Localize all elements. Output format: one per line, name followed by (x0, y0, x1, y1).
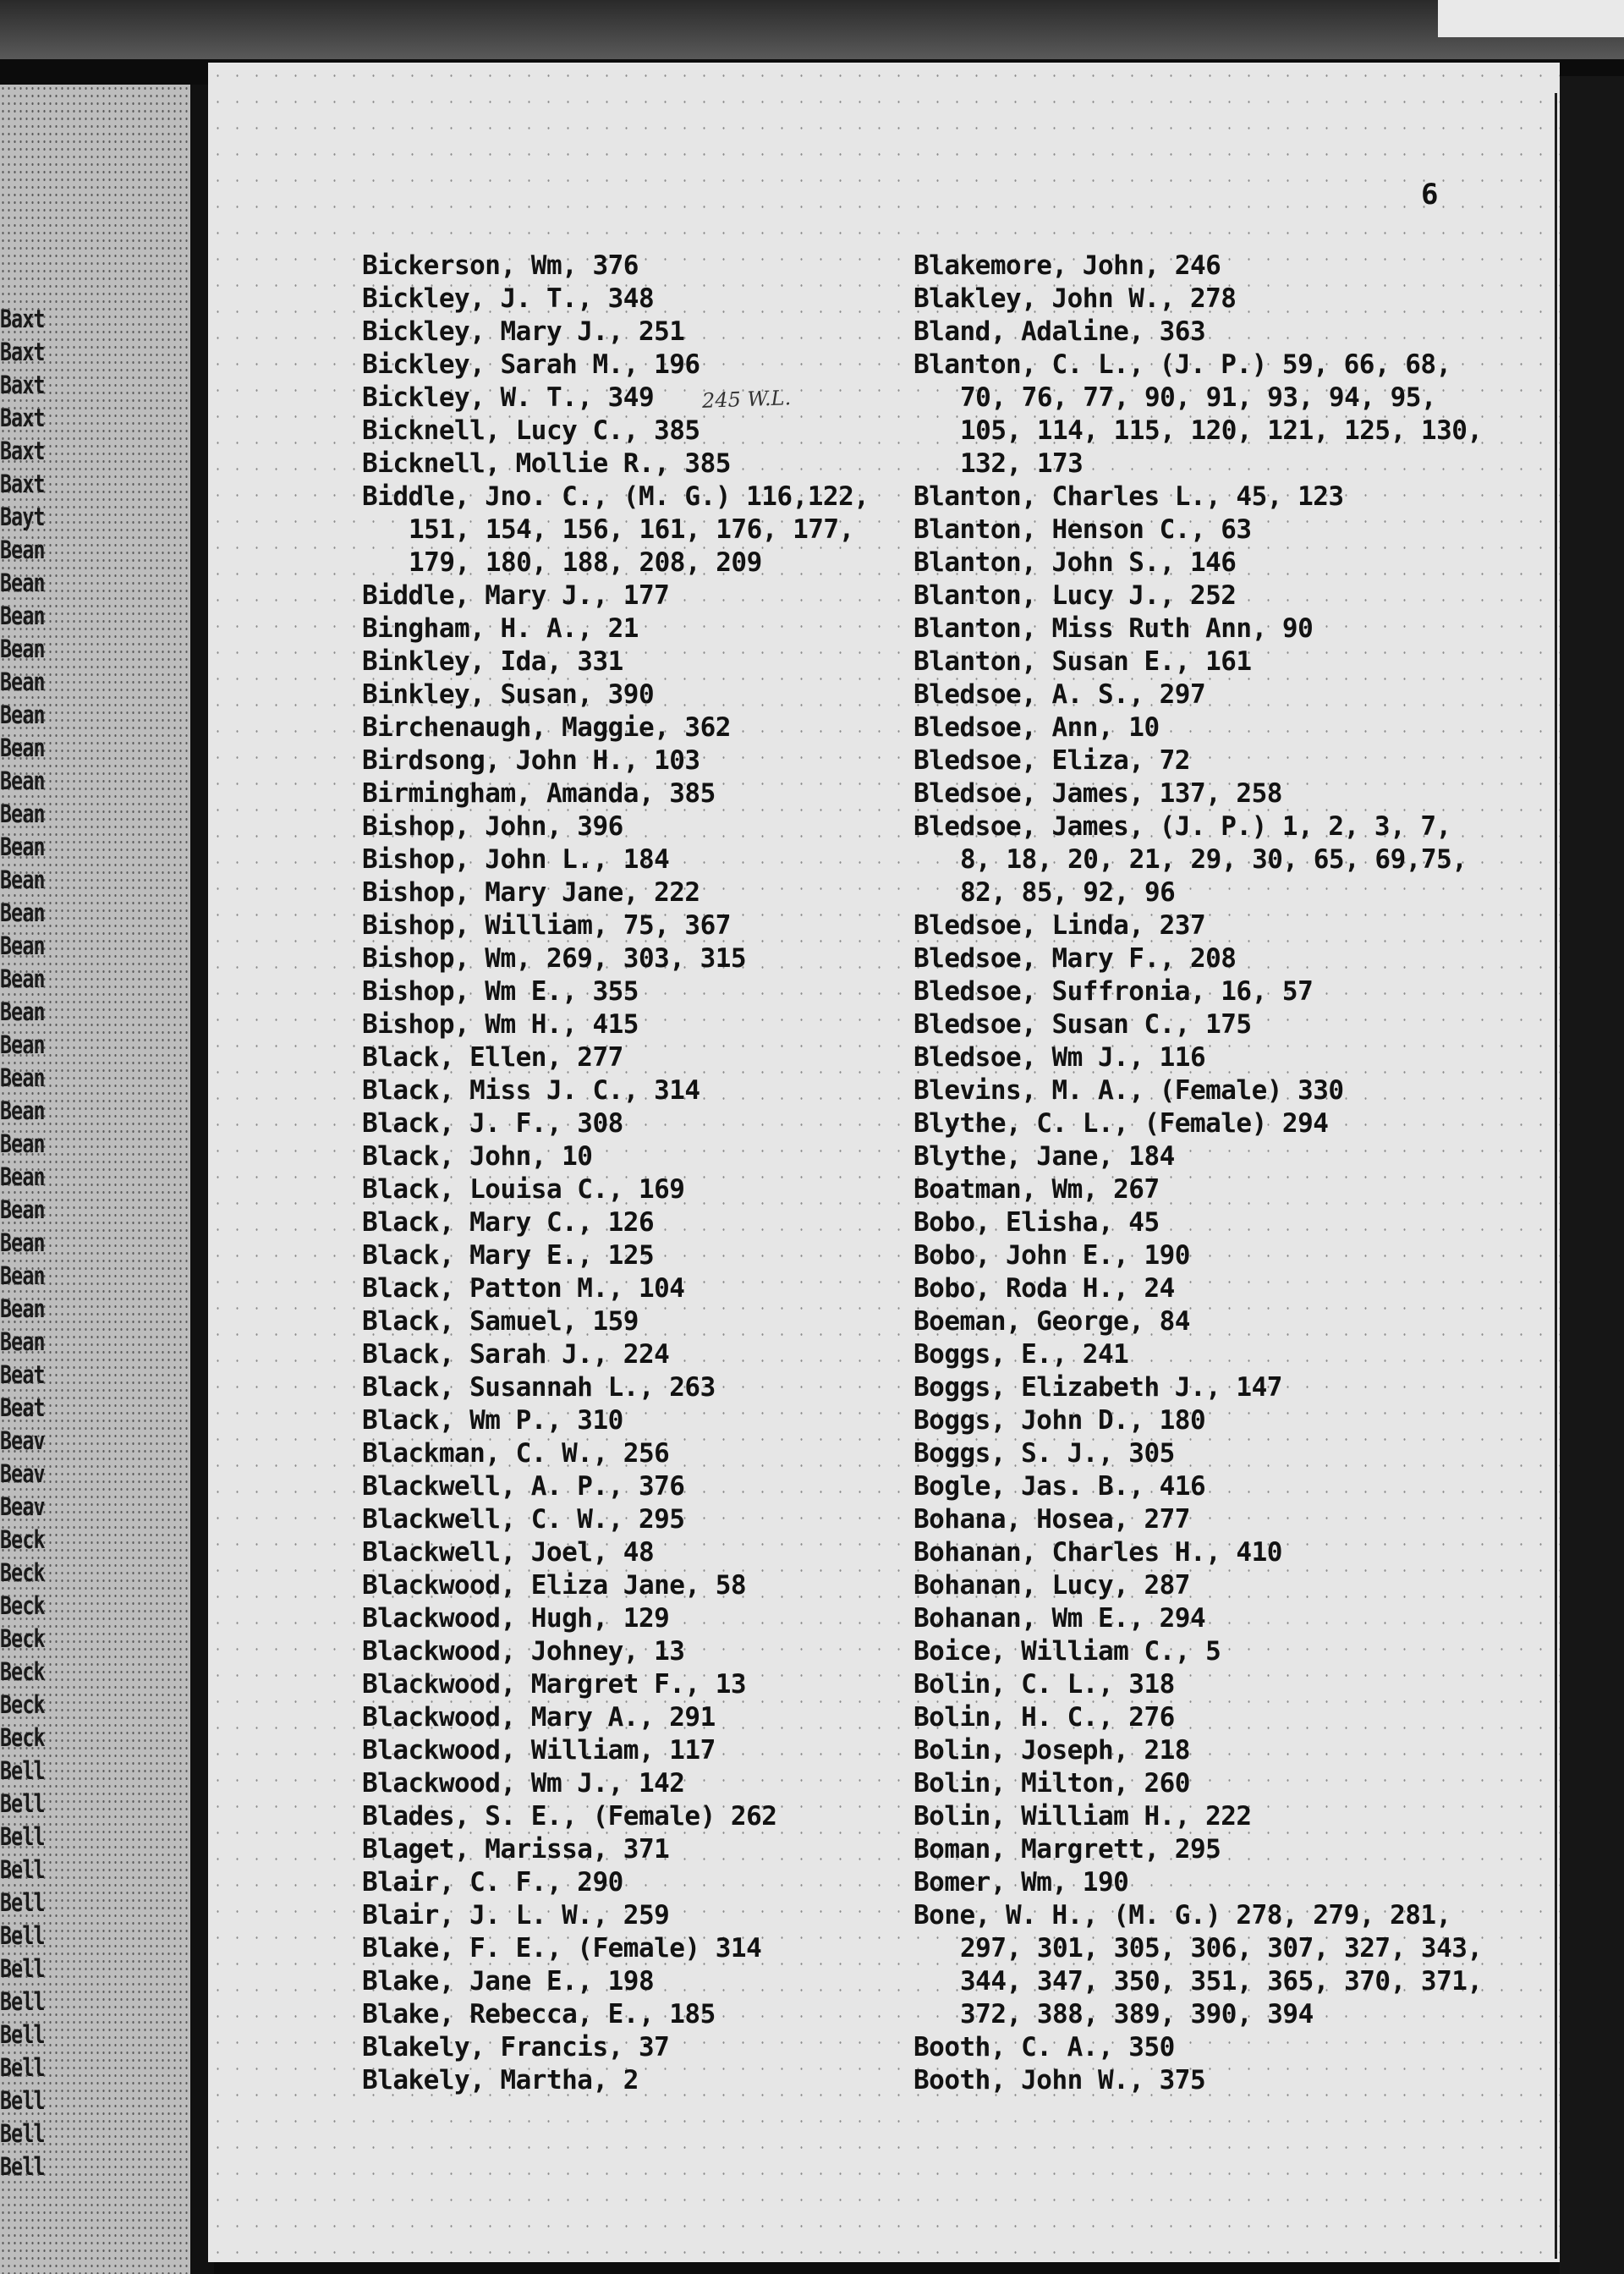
left-page-fragment: Bean (0, 1195, 45, 1224)
index-entry: Blair, C. F., 290 (362, 1867, 623, 1898)
left-page-fragment: Baxt (0, 305, 45, 333)
index-entry: Bledsoe, Eliza, 72 (914, 745, 1190, 776)
index-entry: Blake, F. E., (Female) 314 (362, 1933, 762, 1964)
index-entry: Bolin, C. L., 318 (914, 1669, 1175, 1700)
index-entry: Bolin, H. C., 276 (914, 1702, 1175, 1733)
index-entry: Boggs, E., 241 (914, 1339, 1129, 1370)
index-entry: Blythe, C. L., (Female) 294 (914, 1108, 1329, 1139)
left-page-fragment: Bell (0, 1954, 45, 1983)
left-page-fragment: Bell (0, 2053, 45, 2082)
left-page-fragment: Baxt (0, 371, 45, 399)
index-entry: Black, J. F., 308 (362, 1108, 623, 1139)
index-entry: Booth, John W., 375 (914, 2065, 1206, 2095)
left-page-fragment: Bean (0, 898, 45, 927)
left-page-fragment: Baxt (0, 437, 45, 465)
left-page-fragment: Beav (0, 1459, 45, 1488)
index-entry: Blackwood, William, 117 (362, 1735, 716, 1766)
index-entry-continuation: 372, 388, 389, 390, 394 (960, 1999, 1314, 2030)
index-entry: Bolin, Milton, 260 (914, 1768, 1190, 1799)
left-page-fragment: Bean (0, 634, 45, 663)
index-entry: Blevins, M. A., (Female) 330 (914, 1075, 1344, 1106)
index-entry: Bishop, Wm E., 355 (362, 976, 639, 1007)
left-page-fragment: Baxt (0, 338, 45, 366)
left-page-fragment: Bean (0, 1261, 45, 1290)
index-entry-continuation: 82, 85, 92, 96 (960, 877, 1176, 908)
index-column-right (914, 250, 1483, 2097)
index-entry: Bohanan, Wm E., 294 (914, 1603, 1206, 1634)
index-entry: Blades, S. E., (Female) 262 (362, 1801, 777, 1832)
left-page-fragment: Bell (0, 1822, 45, 1851)
left-page-fragment: Bean (0, 601, 45, 630)
index-entry: Black, Patton M., 104 (362, 1273, 685, 1304)
left-page-fragment: Bean (0, 766, 45, 795)
left-page-fragment: Bayt (0, 503, 45, 531)
index-entry: Boggs, Elizabeth J., 147 (914, 1372, 1282, 1403)
index-entry: Birdsong, John H., 103 (362, 745, 700, 776)
scan-right-border (1560, 76, 1624, 2274)
index-entry: Binkley, Ida, 331 (362, 646, 623, 677)
left-page-fragment: Beav (0, 1426, 45, 1455)
left-page-fragment: Bean (0, 667, 45, 696)
left-page-fragment: Bean (0, 1162, 45, 1191)
index-entry: Binkley, Susan, 390 (362, 679, 655, 710)
index-entry: Booth, C. A., 350 (914, 2032, 1175, 2063)
index-entry: Boeman, George, 84 (914, 1306, 1190, 1337)
index-entry-continuation: 70, 76, 77, 90, 91, 93, 94, 95, (960, 382, 1437, 413)
left-page-fragment: Bean (0, 1327, 45, 1356)
left-page-fragment: Bell (0, 2020, 45, 2049)
left-page-fragment: Bean (0, 1129, 45, 1158)
left-page-fragment: Bell (0, 2086, 45, 2115)
index-entry: Blythe, Jane, 184 (914, 1141, 1175, 1172)
index-entry: Blackman, C. W., 256 (362, 1438, 670, 1469)
left-page-fragment: Bean (0, 536, 45, 564)
index-entry: Bledsoe, Linda, 237 (914, 910, 1206, 941)
index-entry: Blanton, Henson C., 63 (914, 514, 1252, 545)
index-entry: Black, Samuel, 159 (362, 1306, 639, 1337)
index-entry: Blanton, C. L., (J. P.) 59, 66, 68, (914, 349, 1451, 380)
left-page-fragment: Beck (0, 1558, 45, 1587)
left-page-fragment: Beck (0, 1591, 45, 1620)
index-entry: Blanton, John S., 146 (914, 547, 1237, 578)
left-page-fragment: Bean (0, 568, 45, 597)
index-entry: Blackwood, Eliza Jane, 58 (362, 1570, 747, 1601)
handwritten-note: 245 W.L. (701, 386, 792, 413)
index-entry: Bolin, Joseph, 218 (914, 1735, 1190, 1766)
index-entry: Bohana, Hosea, 277 (914, 1504, 1190, 1535)
index-entry: Bone, W. H., (M. G.) 278, 279, 281, (914, 1900, 1451, 1931)
index-entry: Blackwood, Margret F., 13 (362, 1669, 747, 1700)
index-entry: Bicknell, Mollie R., 385 (362, 448, 731, 479)
index-entry: Bledsoe, Wm J., 116 (914, 1042, 1206, 1073)
left-page-fragment: Bean (0, 832, 45, 861)
index-entry: Bickerson, Wm, 376 (362, 250, 639, 281)
index-entry: Bledsoe, Susan C., 175 (914, 1009, 1252, 1040)
index-entry: Blanton, Lucy J., 252 (914, 580, 1237, 611)
index-entry-continuation: 151, 154, 156, 161, 176, 177, (409, 514, 854, 545)
index-entry: Bohanan, Lucy, 287 (914, 1570, 1190, 1601)
left-page-fragment: Bell (0, 1855, 45, 1884)
index-entry: Boggs, John D., 180 (914, 1405, 1206, 1436)
index-entry: Blake, Rebecca, E., 185 (362, 1999, 716, 2030)
index-entry: Blackwood, Wm J., 142 (362, 1768, 685, 1799)
left-page-fragment: Bean (0, 700, 45, 729)
index-entry: Blakley, John W., 278 (914, 283, 1237, 314)
index-entry: Blanton, Charles L., 45, 123 (914, 481, 1344, 512)
index-entry: Bishop, John, 396 (362, 811, 623, 842)
index-entry: Black, Mary C., 126 (362, 1207, 655, 1238)
index-entry: Black, Mary E., 125 (362, 1240, 655, 1271)
index-entry: Blaget, Marissa, 371 (362, 1834, 670, 1865)
left-page-fragment: Bean (0, 931, 45, 960)
index-entry: Bickley, Mary J., 251 (362, 316, 685, 347)
left-page-fragment: Beck (0, 1624, 45, 1653)
index-entry: Bogle, Jas. B., 416 (914, 1471, 1206, 1502)
index-column-left (362, 250, 869, 2097)
index-entry: Birchenaugh, Maggie, 362 (362, 712, 731, 743)
index-entry-continuation: 344, 347, 350, 351, 365, 370, 371, (960, 1966, 1483, 1997)
index-entry: Blakemore, John, 246 (914, 250, 1221, 281)
index-entry: Blackwell, Joel, 48 (362, 1537, 655, 1568)
left-page-fragment: Bell (0, 1756, 45, 1785)
index-entry: Black, Susannah L., 263 (362, 1372, 716, 1403)
index-entry: Bishop, Mary Jane, 222 (362, 877, 700, 908)
left-page-fragment: Bean (0, 865, 45, 894)
left-page-fragment: Bell (0, 2119, 45, 2148)
left-page-fragment: Beck (0, 1690, 45, 1719)
page-number: 6 (1421, 178, 1439, 211)
index-entry-continuation: 179, 180, 188, 208, 209 (409, 547, 762, 578)
left-page-fragment: Beav (0, 1492, 45, 1521)
index-entry: Boice, William C., 5 (914, 1636, 1221, 1667)
index-entry: Biddle, Jno. C., (M. G.) 116,122, (362, 481, 870, 512)
index-entry: Birmingham, Amanda, 385 (362, 778, 716, 809)
scan-top-right-patch (1438, 0, 1624, 37)
index-entry: Black, John, 10 (362, 1141, 593, 1172)
left-page-fragment: Bell (0, 1921, 45, 1950)
left-page-fragment: Bean (0, 799, 45, 828)
index-entry: Black, Ellen, 277 (362, 1042, 623, 1073)
left-page-fragment: Bean (0, 1294, 45, 1323)
index-entry: Bobo, Roda H., 24 (914, 1273, 1175, 1304)
left-page-fragment: Bean (0, 997, 45, 1026)
index-entry: Boggs, S. J., 305 (914, 1438, 1175, 1469)
left-page-fragment: Beck (0, 1525, 45, 1554)
index-entry-continuation: 132, 173 (960, 448, 1084, 479)
index-entry: Bledsoe, James, (J. P.) 1, 2, 3, 7, (914, 811, 1451, 842)
index-entry: Bledsoe, Mary F., 208 (914, 943, 1237, 974)
left-page-fragment: Bell (0, 2152, 45, 2181)
index-entry: Bobo, Elisha, 45 (914, 1207, 1160, 1238)
left-page-fragment: Bean (0, 1030, 45, 1059)
left-page-fragment: Baxt (0, 404, 45, 432)
left-page-fragment: Beck (0, 1657, 45, 1686)
index-entry: Black, Louisa C., 169 (362, 1174, 685, 1205)
index-entry: Blackwood, Mary A., 291 (362, 1702, 716, 1733)
index-entry: Bishop, Wm H., 415 (362, 1009, 639, 1040)
left-page-fragment: Beat (0, 1393, 45, 1422)
index-entry: Bingham, H. A., 21 (362, 613, 639, 644)
index-entry: Blakely, Martha, 2 (362, 2065, 639, 2095)
index-entry: Blake, Jane E., 198 (362, 1966, 655, 1997)
index-entry: Blanton, Miss Ruth Ann, 90 (914, 613, 1314, 644)
index-entry: Bledsoe, A. S., 297 (914, 679, 1206, 710)
left-page-fragment: Beat (0, 1360, 45, 1389)
index-entry: Blackwell, A. P., 376 (362, 1471, 685, 1502)
left-page-fragment: Bean (0, 1096, 45, 1125)
index-entry: Blackwell, C. W., 295 (362, 1504, 685, 1535)
scan-top-border (0, 0, 1624, 59)
index-entry: Blakely, Francis, 37 (362, 2032, 670, 2063)
index-entry: Bland, Adaline, 363 (914, 316, 1206, 347)
index-entry: Blanton, Susan E., 161 (914, 646, 1252, 677)
index-entry: Bickley, W. T., 349 (362, 382, 655, 413)
adjacent-left-page (0, 85, 190, 2274)
left-page-fragment: Beck (0, 1723, 45, 1752)
index-entry: Bickley, J. T., 348 (362, 283, 655, 314)
left-page-fragment: Bell (0, 1987, 45, 2016)
index-entry: Bomer, Wm, 190 (914, 1867, 1129, 1898)
index-entry: Black, Sarah J., 224 (362, 1339, 670, 1370)
left-page-fragment: Bean (0, 1063, 45, 1092)
index-entry: Blair, J. L. W., 259 (362, 1900, 670, 1931)
index-entry-continuation: 8, 18, 20, 21, 29, 30, 65, 69,75, (960, 844, 1468, 875)
index-entry: Bickley, Sarah M., 196 (362, 349, 700, 380)
left-page-fragment: Bell (0, 1789, 45, 1818)
left-page-fragment: Bean (0, 964, 45, 993)
index-entry: Bledsoe, Ann, 10 (914, 712, 1160, 743)
index-entry: Black, Wm P., 310 (362, 1405, 623, 1436)
index-entry-continuation: 105, 114, 115, 120, 121, 125, 130, (960, 415, 1483, 446)
left-page-fragment: Bean (0, 733, 45, 762)
left-page-fragment: Bean (0, 1228, 45, 1257)
index-entry: Bolin, William H., 222 (914, 1801, 1252, 1832)
index-entry: Blackwood, Hugh, 129 (362, 1603, 670, 1634)
index-entry: Blackwood, Johney, 13 (362, 1636, 685, 1667)
index-entry: Boman, Margrett, 295 (914, 1834, 1221, 1865)
index-entry: Bledsoe, Suffronia, 16, 57 (914, 976, 1314, 1007)
index-entry: Bishop, Wm, 269, 303, 315 (362, 943, 747, 974)
page-edge-line (1555, 93, 1557, 2259)
index-entry: Boatman, Wm, 267 (914, 1174, 1160, 1205)
index-entry-continuation: 297, 301, 305, 306, 307, 327, 343, (960, 1933, 1483, 1964)
index-entry: Bicknell, Lucy C., 385 (362, 415, 700, 446)
index-entry: Biddle, Mary J., 177 (362, 580, 670, 611)
index-entry: Black, Miss J. C., 314 (362, 1075, 700, 1106)
index-entry: Bishop, William, 75, 367 (362, 910, 731, 941)
left-page-fragment: Baxt (0, 470, 45, 498)
index-entry: Bledsoe, James, 137, 258 (914, 778, 1282, 809)
index-entry: Bobo, John E., 190 (914, 1240, 1190, 1271)
index-entry: Bohanan, Charles H., 410 (914, 1537, 1282, 1568)
left-page-fragment: Bell (0, 1888, 45, 1917)
index-entry: Bishop, John L., 184 (362, 844, 670, 875)
